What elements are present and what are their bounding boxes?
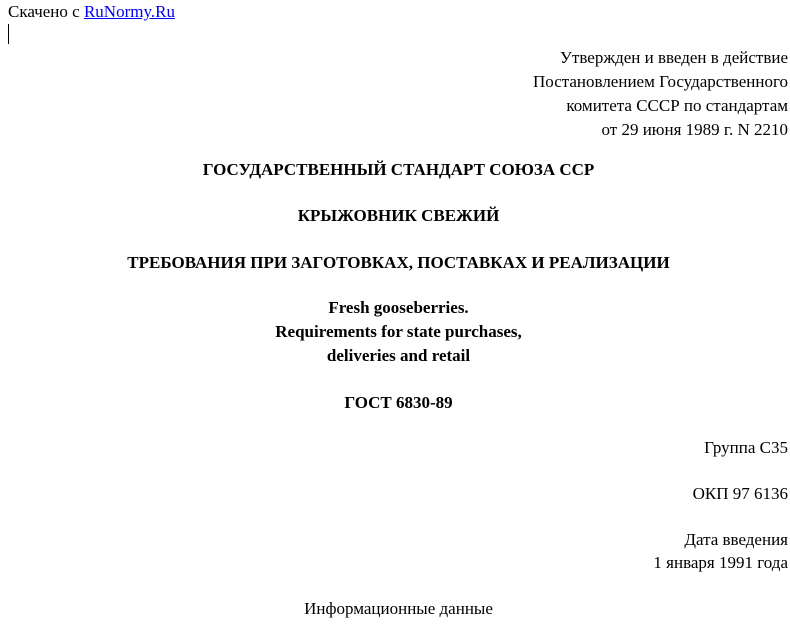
english-title-line: Fresh gooseberries. bbox=[328, 298, 469, 317]
english-title-line: deliveries and retail bbox=[326, 346, 471, 365]
info-heading: Информационные данные bbox=[304, 599, 493, 618]
approval-line: комитета СССР по стандартам bbox=[566, 96, 788, 115]
document-subtitle: ТРЕБОВАНИЯ ПРИ ЗАГОТОВКАХ, ПОСТАВКАХ И РЕАЛИЗАЦИИ bbox=[127, 253, 670, 272]
approval-line: Постановлением Государственного bbox=[533, 72, 788, 91]
group-code: Группа С35 bbox=[704, 438, 788, 457]
intro-date: 1 января 1991 года bbox=[653, 553, 788, 572]
source-prefix: Скачено с bbox=[8, 2, 80, 21]
gost-number: ГОСТ 6830-89 bbox=[344, 393, 453, 412]
okp-code: ОКП 97 6136 bbox=[692, 484, 788, 503]
approval-block bbox=[533, 46, 788, 142]
source-link[interactable]: RuNormy.Ru bbox=[83, 2, 175, 21]
intro-date-label: Дата введения bbox=[684, 530, 788, 549]
english-title-line: Requirements for state purchases, bbox=[275, 322, 522, 341]
state-standard-heading: ГОСУДАРСТВЕННЫЙ СТАНДАРТ СОЮЗА ССР bbox=[202, 160, 595, 179]
approval-line: Утвержден и введен в действие bbox=[559, 48, 788, 67]
english-title-block bbox=[0, 296, 790, 368]
text-caret bbox=[8, 24, 9, 44]
document-title: КРЫЖОВНИК СВЕЖИЙ bbox=[297, 206, 500, 225]
source-line bbox=[8, 2, 175, 22]
approval-line: от 29 июня 1989 г. N 2210 bbox=[601, 120, 788, 139]
